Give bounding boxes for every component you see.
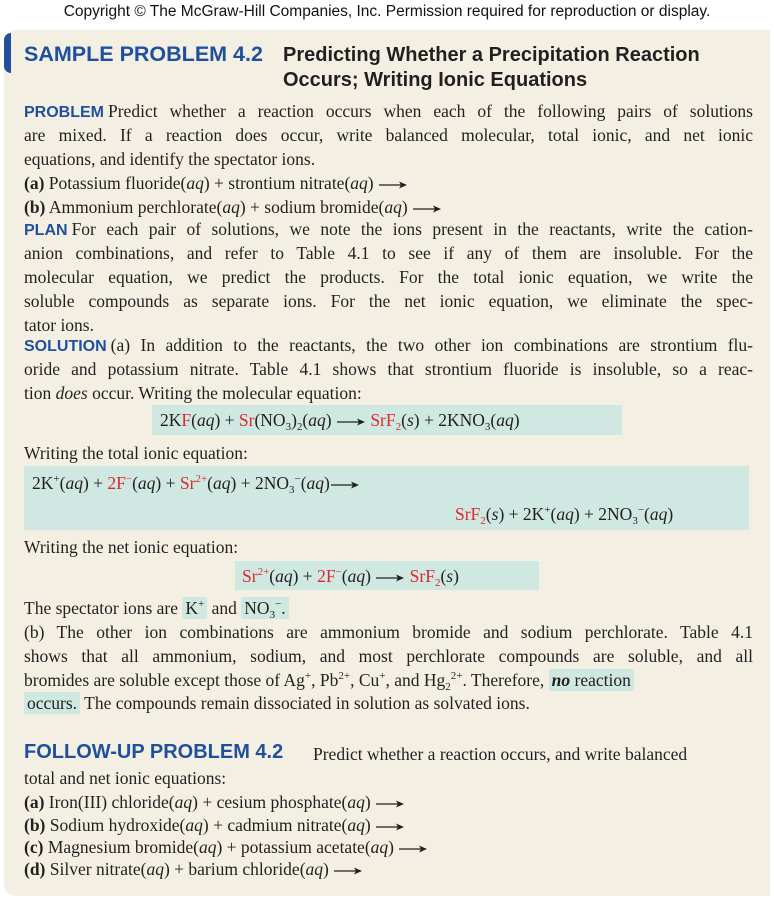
solution-line-2: oride and potassium nitrate. Table 4.1 shows that strontium fluoride is insoluble, so a reac- [24, 359, 753, 379]
problem-line-2: are mixed. If a reaction does occur, write balanced molecular, total ionic, and net ionic [24, 125, 753, 145]
reaction-arrow-icon [336, 417, 366, 427]
plan-line-4: soluble compounds as separate ions. For the net ionic equation, we eliminate the spec- [24, 291, 753, 311]
total-ionic-equation-right: $SrF_2(s) + 2K^+(aq) + 2NO_3^-(aq)$ [455, 504, 674, 527]
reaction-arrow-icon [375, 822, 405, 832]
reaction-arrow-icon [378, 180, 408, 190]
solution-label: SOLUTION [24, 338, 107, 355]
total-ionic-intro: Writing the total ionic equation: [24, 443, 248, 463]
copyright-notice: Copyright © The McGraw-Hill Companies, Inc. Permission required for reproduction or display. [63, 3, 711, 20]
solution-b-line-3: bromides are soluble except those of Ag+, $Pb^{2+}$, Cu+, and $Hg_2^{2+}$. Therefore, no reaction [24, 669, 634, 691]
spectator-ion-no3: $NO_3^-$. [241, 597, 288, 619]
total-ionic-equation-left: $2K^+(aq) + 2F^-(aq) + Sr^{2+}(aq) + 2NO_3^-(aq)$ [32, 472, 360, 494]
reaction-arrow-icon [412, 204, 442, 214]
sample-problem-title-line2: Occurs; Writing Ionic Equations [283, 69, 588, 91]
no-reaction-highlight: no reaction [549, 669, 634, 691]
followup-item-b: (b) Sodium hydroxide(aq) + cadmium nitrate(aq) [24, 814, 405, 836]
problem-line-3: equations, and identify the spectator ions. [24, 149, 316, 169]
sample-problem-label: SAMPLE PROBLEM 4.2 [24, 42, 263, 66]
spectator-ion-k: K+ [182, 597, 207, 619]
net-ionic-intro: Writing the net ionic equation: [24, 537, 239, 557]
followup-line-1: Predict whether a reaction occurs, and write balanced [313, 744, 688, 764]
occurs-highlight: occurs. [24, 692, 80, 714]
spectator-ions-line: The spectator ions are K+ and $NO_3^-$. [24, 597, 289, 619]
sample-problem-title-line1: Predicting Whether a Precipitation Reaction [283, 44, 700, 66]
solution-line-3: tion does occur. Writing the molecular equation: [24, 383, 362, 403]
reaction-arrow-icon [375, 799, 405, 809]
followup-line-2: total and net ionic equations: [24, 768, 227, 788]
problem-line-1: PROBLEM Predict whether a reaction occurs when each of the following pairs of solutions [24, 101, 753, 121]
solution-b-line-2: shows that all ammonium, sodium, and most perchlorate compounds are soluble, and all [24, 646, 753, 666]
plan-line-2: anion combinations, and refer to Table 4.1 to see if any of them are insoluble. For the [24, 243, 753, 263]
header-accent-bar [4, 33, 11, 73]
followup-item-c: (c) Magnesium bromide(aq) + potassium acetate(aq) [24, 836, 428, 858]
net-ionic-equation: $Sr^{2+}(aq) + 2F^-(aq)$ SrF$_2$(s) [242, 566, 459, 589]
solution-b-line-1: (b) The other ion combinations are ammonium bromide and sodium perchlorate. Table 4.1 [24, 622, 753, 642]
solution-line-1: SOLUTION (a) In addition to the reactants, the two other ion combinations are strontium flu- [24, 335, 753, 355]
followup-item-a: (a) Iron(III) chloride(aq) + cesium phosphate(aq) [24, 791, 405, 813]
reaction-arrow-icon [375, 573, 405, 583]
plan-line-3: molecular equation, we predict the products. For the total ionic equation, we write the [24, 267, 753, 287]
problem-label: PROBLEM [24, 104, 104, 121]
molecular-equation: $2KF(aq) + Sr(NO_3)_2(aq) SrF_2(s) + 2KNO_3(aq)$ [160, 410, 520, 433]
problem-part-a: (a) Potassium fluoride(aq) + strontium nitrate(aq) [24, 172, 408, 194]
reaction-arrow-icon [333, 866, 363, 876]
plan-line-1: PLAN For each pair of solutions, we note the ions present in the reactants, write the cation- [24, 219, 753, 239]
reaction-arrow-icon [330, 480, 360, 490]
followup-label: FOLLOW-UP PROBLEM 4.2 [24, 741, 284, 763]
reaction-arrow-icon [398, 844, 428, 854]
plan-line-5: tator ions. [24, 315, 94, 335]
solution-b-line-4: occurs. The compounds remain dissociated in solution as solvated ions. [24, 692, 530, 714]
problem-part-b: (b) Ammonium perchlorate(aq) + sodium bromide(aq) [24, 196, 442, 218]
followup-item-d: (d) Silver nitrate(aq) + barium chloride(aq) [24, 858, 363, 880]
plan-label: PLAN [24, 222, 68, 239]
